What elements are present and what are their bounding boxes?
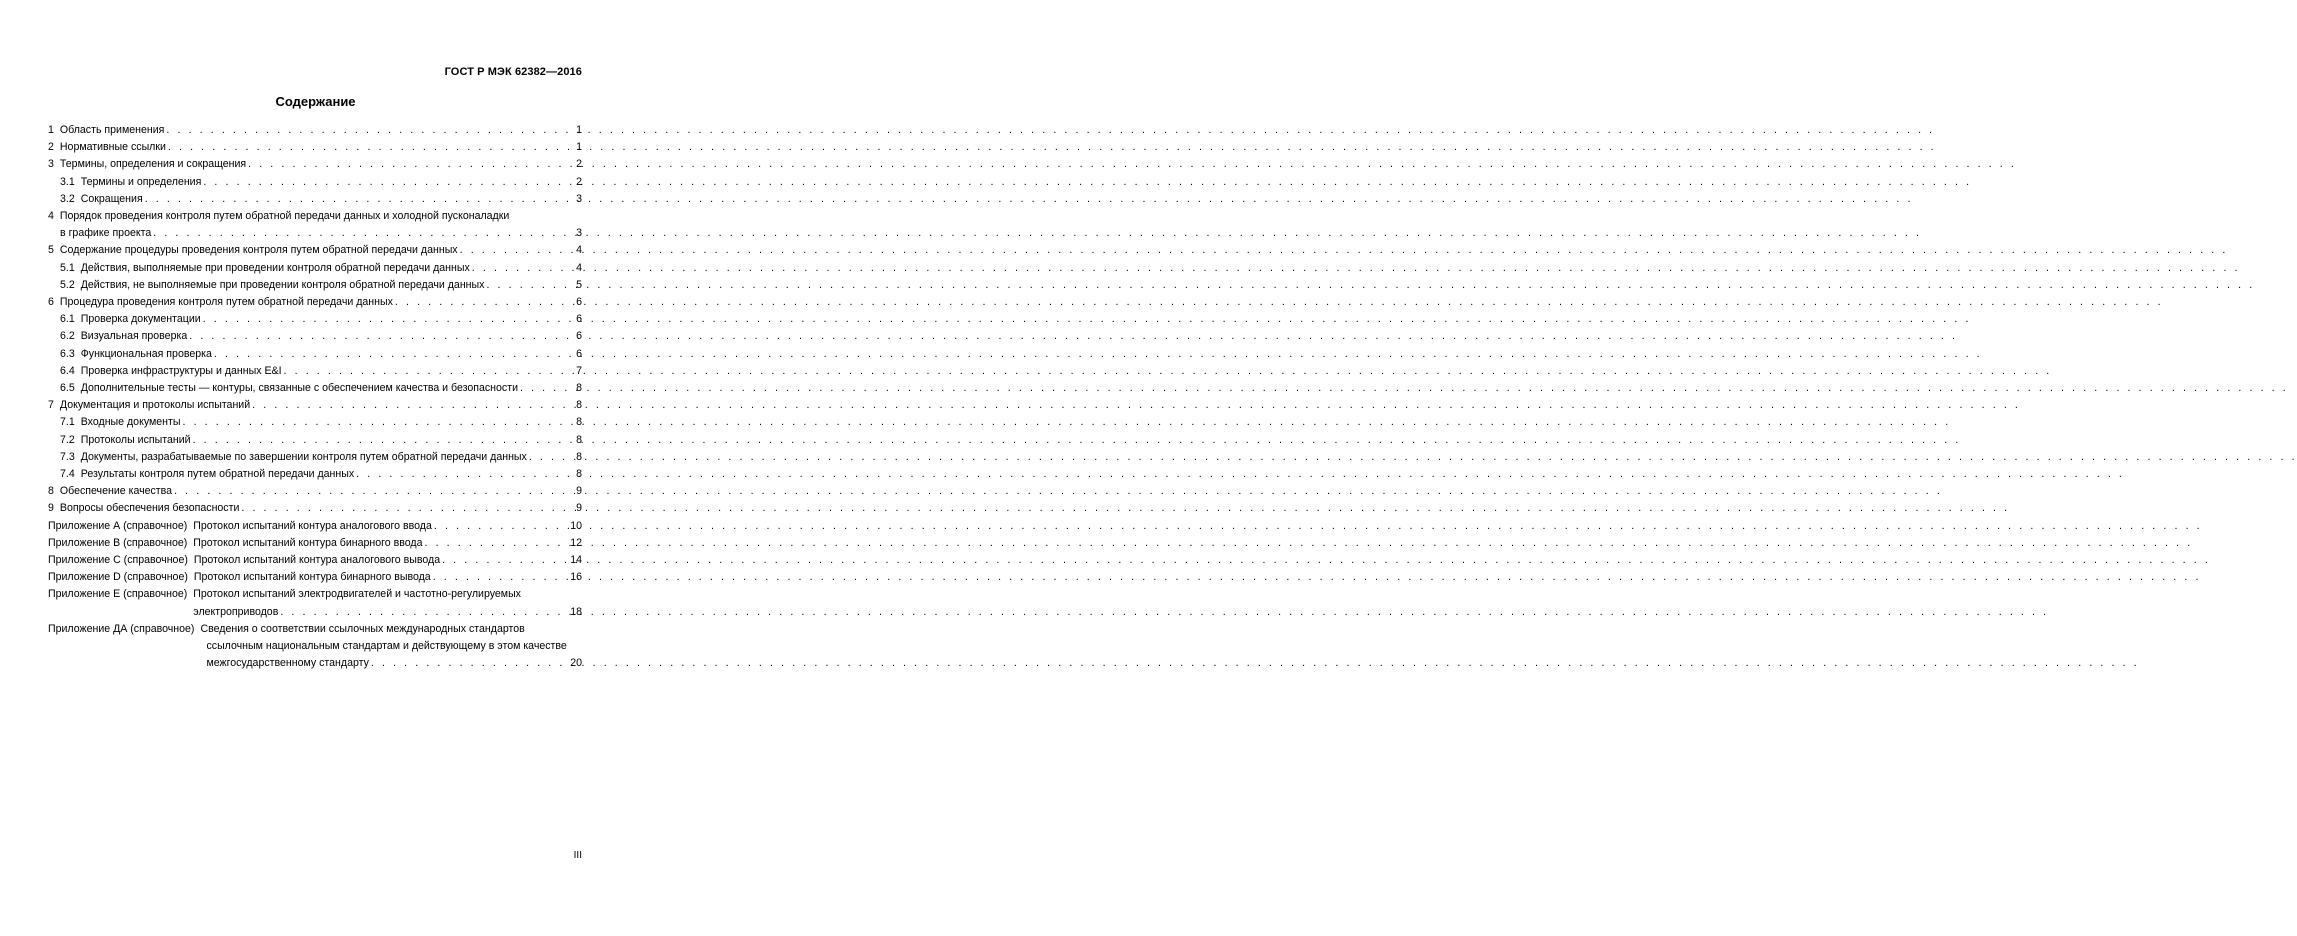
toc-entry-page: 8: [576, 433, 582, 446]
dot-leader: [432, 518, 570, 535]
dot-leader: [458, 242, 572, 259]
toc-entry-9[interactable]: [48, 500, 582, 517]
toc-entry-page: 8: [576, 382, 582, 395]
appendix-title: Протокол испытаний электродвигателей и частотно-регулируемых: [193, 588, 521, 601]
toc-entry-page: 8: [576, 450, 582, 463]
toc-entry-8[interactable]: [48, 483, 582, 500]
toc-entry-6-3[interactable]: [48, 346, 582, 363]
appendix-prefix: Приложение D (справочное): [48, 571, 188, 584]
toc-entry-page: 8: [576, 399, 582, 412]
toc-entry-label: Документация и протоколы испытаний: [59, 399, 251, 412]
toc-entry-label: Документы, разрабатываемые по завершении контроля путем обратной передачи данных: [80, 450, 527, 463]
dot-leader: [527, 449, 572, 466]
dot-leader: [518, 380, 572, 397]
toc-entry-page: 5: [576, 278, 582, 291]
toc-entry-number: 5: [48, 244, 54, 257]
toc-entry-2[interactable]: [48, 139, 582, 156]
appendix-prefix: Приложение А (справочное): [48, 519, 188, 532]
toc-entry-page: 3: [576, 192, 582, 205]
toc-entry-label: Входные документы: [80, 416, 181, 429]
toc-entry-number: 6.4: [60, 364, 75, 377]
appendix-title: Протокол испытаний контура бинарного ввода: [193, 536, 423, 549]
toc-entry-label: Термины и определения: [80, 175, 202, 188]
toc-entry-5[interactable]: [48, 242, 582, 259]
appendix-title-continued: электроприводов: [193, 605, 279, 618]
toc-entry-3[interactable]: [48, 156, 582, 173]
toc-entry-label: Нормативные ссылки: [59, 141, 166, 154]
toc-entry-number: 7.2: [60, 433, 75, 446]
toc-entry-number: 6: [48, 296, 54, 309]
dot-leader: [431, 569, 571, 586]
toc-entry-page: 6: [576, 347, 582, 360]
toc-entry-page: 9: [576, 485, 582, 498]
toc-entry-number: 3.2: [60, 192, 75, 205]
toc-entry-label-continued: в графике проекта: [60, 227, 152, 240]
toc-entry-number: 2: [48, 141, 54, 154]
toc-entry-page: 2: [576, 158, 582, 171]
toc-entry-6-4[interactable]: [48, 363, 582, 380]
toc-entry-page: 1: [576, 141, 582, 154]
toc-entry-7-1[interactable]: [48, 414, 582, 431]
dot-leader: [201, 174, 572, 191]
toc-appendix-a[interactable]: [48, 518, 582, 535]
dot-leader: [354, 466, 572, 483]
table-of-contents: [48, 122, 582, 673]
dot-leader: [164, 122, 572, 139]
toc-entry-page: 20: [570, 657, 582, 670]
toc-entry-page: 1: [576, 124, 582, 136]
toc-entry-label: Визуальная проверка: [80, 330, 188, 343]
dot-leader: [250, 397, 572, 414]
dot-leader: [278, 604, 570, 621]
toc-entry-page: 8: [576, 416, 582, 429]
toc-entry-number: 6.5: [60, 382, 75, 395]
dot-leader: [187, 328, 572, 345]
toc-entry-label: Порядок проведения контроля путем обратной передачи данных и холодной пусконаладки: [59, 210, 510, 223]
toc-entry-3-2[interactable]: [48, 191, 582, 208]
toc-entry-label: Сокращения: [80, 192, 143, 205]
toc-entry-page: 6: [576, 296, 582, 309]
toc-entry-label: Дополнительные тесты — контуры, связанные с обеспечением качества и безопасности: [80, 382, 518, 395]
toc-entry-page: 14: [570, 554, 582, 567]
toc-appendix-d[interactable]: [48, 569, 582, 586]
toc-entry-page: 10: [570, 519, 582, 532]
appendix-title: Сведения о соответствии ссылочных международных стандартов: [200, 622, 525, 635]
toc-entry-number: 9: [48, 502, 54, 515]
toc-entry-1[interactable]: [48, 122, 582, 139]
toc-appendix-e[interactable]: [48, 586, 582, 620]
toc-entry-page: 7: [576, 364, 582, 377]
dot-leader: [484, 277, 572, 294]
toc-entry-7-2[interactable]: [48, 432, 582, 449]
dot-leader: [191, 432, 572, 449]
toc-entry-page: 4: [576, 261, 582, 274]
toc-entry-label: Проверка документации: [80, 313, 201, 326]
toc-entry-7[interactable]: [48, 397, 582, 414]
toc-entry-page: 16: [570, 571, 582, 584]
toc-entry-5-1[interactable]: [48, 260, 582, 277]
appendix-title: Протокол испытаний контура аналогового вывода: [193, 554, 441, 567]
dot-leader: [440, 552, 570, 569]
toc-entry-number: 6.1: [60, 313, 75, 326]
toc-entry-page: 9: [576, 502, 582, 515]
dot-leader: [423, 535, 571, 552]
toc-entry-7-4[interactable]: [48, 466, 582, 483]
toc-entry-number: 5.2: [60, 278, 75, 291]
toc-entry-number: 8: [48, 485, 54, 498]
toc-entry-number: 6.3: [60, 347, 75, 360]
dot-leader: [172, 483, 572, 500]
toc-entry-page: 4: [576, 244, 582, 257]
toc-entry-4-line2[interactable]: [48, 225, 582, 242]
dot-leader: [181, 414, 573, 431]
toc-entry-number: 7.4: [60, 468, 75, 481]
toc-entry-page: 6: [576, 313, 582, 326]
appendix-prefix: Приложение ДА (справочное): [48, 622, 195, 635]
dot-leader: [282, 363, 572, 380]
appendix-prefix: Приложение Е (справочное): [48, 588, 188, 601]
appendix-title: Протокол испытаний контура аналогового ввода: [193, 519, 432, 532]
toc-entry-number: 7: [48, 399, 54, 412]
toc-entry-6-1[interactable]: [48, 311, 582, 328]
appendix-prefix: Приложение С (справочное): [48, 554, 188, 567]
toc-entry-number: 5.1: [60, 261, 75, 274]
dot-leader: [166, 139, 572, 156]
toc-entry-number: 4: [48, 210, 54, 223]
toc-entry-page: 2: [576, 175, 582, 188]
toc-entry-page: 12: [570, 536, 582, 549]
toc-entry-label: Проверка инфраструктуры и данных E&I: [80, 364, 282, 377]
toc-entry-label: Результаты контроля путем обратной передачи данных: [80, 468, 355, 481]
toc-entry-number: 7.3: [60, 450, 75, 463]
toc-entry-6-2[interactable]: [48, 328, 582, 345]
toc-entry-3-1[interactable]: [48, 174, 582, 191]
appendix-title: Протокол испытаний контура бинарного вывода: [193, 571, 431, 584]
dot-leader: [151, 225, 572, 242]
appendix-prefix: Приложение В (справочное): [48, 536, 188, 549]
toc-entry-label: Функциональная проверка: [80, 347, 212, 360]
toc-entry-5-2[interactable]: [48, 277, 582, 294]
toc-entry-label: Термины, определения и сокращения: [59, 158, 247, 171]
toc-entry-label: Область применения: [59, 124, 165, 136]
dot-leader: [246, 156, 572, 173]
appendix-title-continued: ссылочным национальным стандартам и действующему в этом качестве: [206, 640, 567, 653]
toc-entry-number: 3.1: [60, 175, 75, 188]
toc-entry-number: 1: [48, 124, 54, 136]
toc-entry-page: 6: [576, 330, 582, 343]
toc-entry-page: 18: [570, 605, 582, 618]
dot-leader: [393, 294, 572, 311]
page-number: III: [573, 850, 582, 861]
toc-entry-page: 3: [576, 227, 582, 240]
document-code: ГОСТ Р МЭК 62382—2016: [444, 66, 582, 78]
toc-entry-page: 8: [576, 468, 582, 481]
dot-leader: [239, 500, 572, 517]
toc-appendix-b[interactable]: [48, 535, 582, 552]
toc-entry-6[interactable]: [48, 294, 582, 311]
toc-entry-label: Содержание процедуры проведения контроля путем обратной передачи данных: [59, 244, 458, 257]
toc-entry-number: 6.2: [60, 330, 75, 343]
dot-leader: [143, 191, 572, 208]
toc-entry-6-5[interactable]: [48, 380, 582, 397]
toc-entry-label: Вопросы обеспечения безопасности: [59, 502, 240, 515]
toc-entry-label: Действия, выполняемые при проведении контроля обратной передачи данных: [80, 261, 470, 274]
toc-appendix-c[interactable]: [48, 552, 582, 569]
toc-entry-label: Обеспечение качества: [59, 485, 173, 498]
toc-entry-number: 3: [48, 158, 54, 171]
dot-leader: [369, 655, 570, 672]
toc-entry-4-line1[interactable]: [48, 208, 582, 225]
toc-appendix-da[interactable]: [48, 621, 582, 673]
toc-entry-label: Процедура проведения контроля путем обратной передачи данных: [59, 296, 393, 309]
toc-entry-number: 7.1: [60, 416, 75, 429]
page-title: Содержание: [275, 94, 356, 109]
dot-leader: [470, 260, 572, 277]
toc-entry-label: Действия, не выполняемые при проведении контроля обратной передачи данных: [80, 278, 485, 291]
appendix-title-continued: межгосударственному стандарту: [206, 657, 369, 670]
dot-leader: [212, 346, 572, 363]
toc-entry-7-3[interactable]: [48, 449, 582, 466]
dot-leader: [201, 311, 572, 328]
toc-entry-label: Протоколы испытаний: [80, 433, 191, 446]
